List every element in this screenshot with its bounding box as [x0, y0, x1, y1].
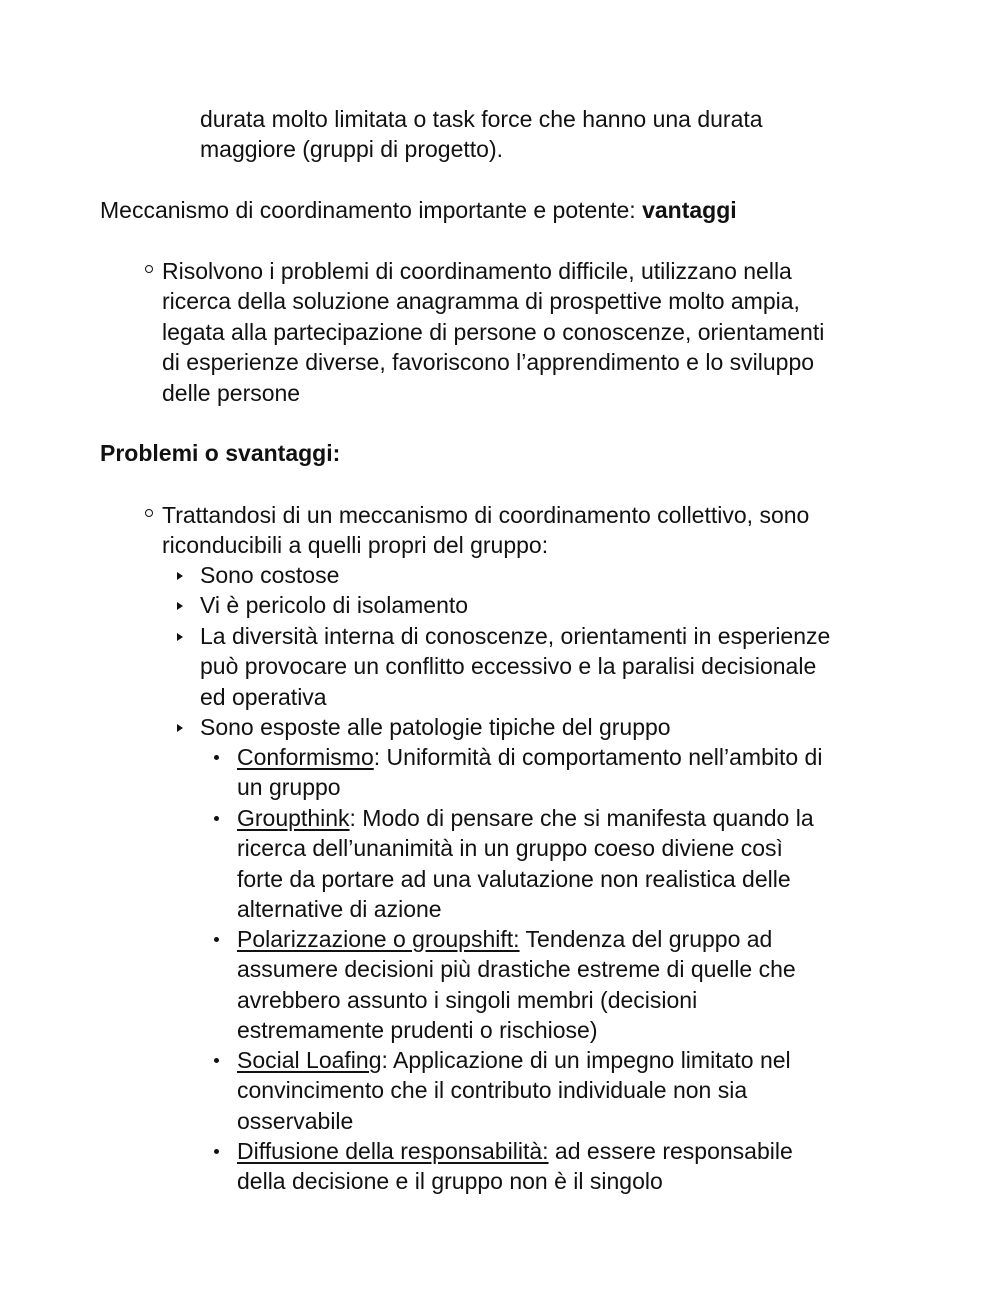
dot-bullet-icon — [214, 1149, 219, 1154]
text-line: Risolvono i problemi di coordinamento difficile, utilizzano nella — [162, 258, 792, 284]
vantaggi-lead-text: Meccanismo di coordinamento importante e potente: — [100, 197, 643, 223]
pathology-term: Diffusione della responsabilità: — [237, 1138, 549, 1164]
text-line: La diversità interna di conoscenze, orientamenti in esperienze — [200, 623, 831, 649]
text-line: alternative di azione — [237, 896, 442, 923]
sub-item — [200, 712, 671, 742]
pathology-item — [237, 1136, 793, 1197]
pathology-item — [237, 742, 822, 803]
pathology-definition: ad essere responsabile — [548, 1138, 793, 1164]
text-line: convincimento che il contributo individuale non sia — [237, 1077, 748, 1104]
text-line — [237, 1045, 791, 1075]
text-line: ed operativa — [200, 683, 327, 710]
text-line: riconducibili a quelli propri del gruppo: — [162, 532, 549, 559]
pathology-item — [237, 924, 796, 1046]
text-line: estremamente prudenti o rischiose) — [237, 1017, 598, 1044]
dot-bullet-icon — [214, 755, 219, 760]
dot-bullet-icon — [214, 1058, 219, 1063]
sub-item — [200, 590, 468, 620]
text-line: Sono costose — [200, 562, 340, 588]
pathology-definition: Tendenza del gruppo ad — [519, 926, 773, 952]
triangle-bullet-icon — [177, 633, 183, 641]
svantaggi-heading: Problemi o svantaggi: — [100, 440, 341, 466]
triangle-bullet-icon — [177, 572, 183, 580]
text-line — [237, 1136, 793, 1166]
vantaggi-paragraph — [100, 195, 737, 225]
text-line: di esperienze diverse, favoriscono l’apprendimento e lo sviluppo — [162, 349, 815, 376]
pathology-item — [237, 1045, 791, 1136]
hollow-circle-bullet-icon — [145, 509, 153, 517]
intro-paragraph — [200, 104, 763, 165]
triangle-bullet-icon — [177, 602, 183, 610]
pathology-definition: : Uniformità di comportamento nell’ambito di — [373, 744, 823, 770]
text-line — [237, 924, 796, 954]
text-line: un gruppo — [237, 774, 341, 801]
text-line: avrebbero assunto i singoli membri (decisioni — [237, 986, 698, 1013]
vantaggi-bold-text: vantaggi — [642, 197, 737, 223]
dot-bullet-icon — [214, 816, 219, 821]
text-line: ricerca dell’unanimità in un gruppo coeso diviene così — [237, 835, 783, 862]
text-line: durata molto limitata o task force che hanno una durata — [200, 106, 763, 132]
sub-item — [200, 621, 830, 712]
text-line: Vi è pericolo di isolamento — [200, 592, 469, 618]
hollow-circle-bullet-icon — [145, 265, 153, 273]
pathology-term: Social Loafing — [237, 1047, 382, 1073]
text-line: forte da portare ad una valutazione non realistica delle — [237, 865, 791, 892]
text-line: può provocare un conflitto eccessivo e la paralisi decisionale — [200, 653, 817, 680]
text-line: osservabile — [237, 1107, 354, 1134]
text-line: delle persone — [162, 379, 301, 406]
pathology-definition: : Applicazione di un impegno limitato nel — [381, 1047, 791, 1073]
pathology-definition: : Modo di pensare che si manifesta quando la — [349, 805, 814, 831]
pathology-item — [237, 803, 814, 925]
text-line: ricerca della soluzione anagramma di prospettive molto ampia, — [162, 288, 800, 315]
svantaggi-bullet — [162, 500, 809, 561]
text-line: della decisione e il gruppo non è il singolo — [237, 1168, 663, 1195]
text-line: assumere decisioni più drastiche estreme di quelle che — [237, 956, 796, 983]
text-line: maggiore (gruppi di progetto). — [200, 136, 503, 163]
text-line: Trattandosi di un meccanismo di coordinamento collettivo, sono — [162, 502, 810, 528]
text-line: legata alla partecipazione di persone o conoscenze, orientamenti — [162, 318, 825, 345]
sub-item — [200, 560, 339, 590]
text-line: Sono esposte alle patologie tipiche del gruppo — [200, 714, 671, 740]
vantaggi-bullet — [162, 256, 824, 408]
pathology-term: Conformismo — [237, 744, 374, 770]
triangle-bullet-icon — [177, 724, 183, 732]
text-line — [237, 803, 814, 833]
text-line — [237, 742, 822, 772]
dot-bullet-icon — [214, 937, 219, 942]
pathology-term: Polarizzazione o groupshift: — [237, 926, 520, 952]
pathology-term: Groupthink — [237, 805, 350, 831]
